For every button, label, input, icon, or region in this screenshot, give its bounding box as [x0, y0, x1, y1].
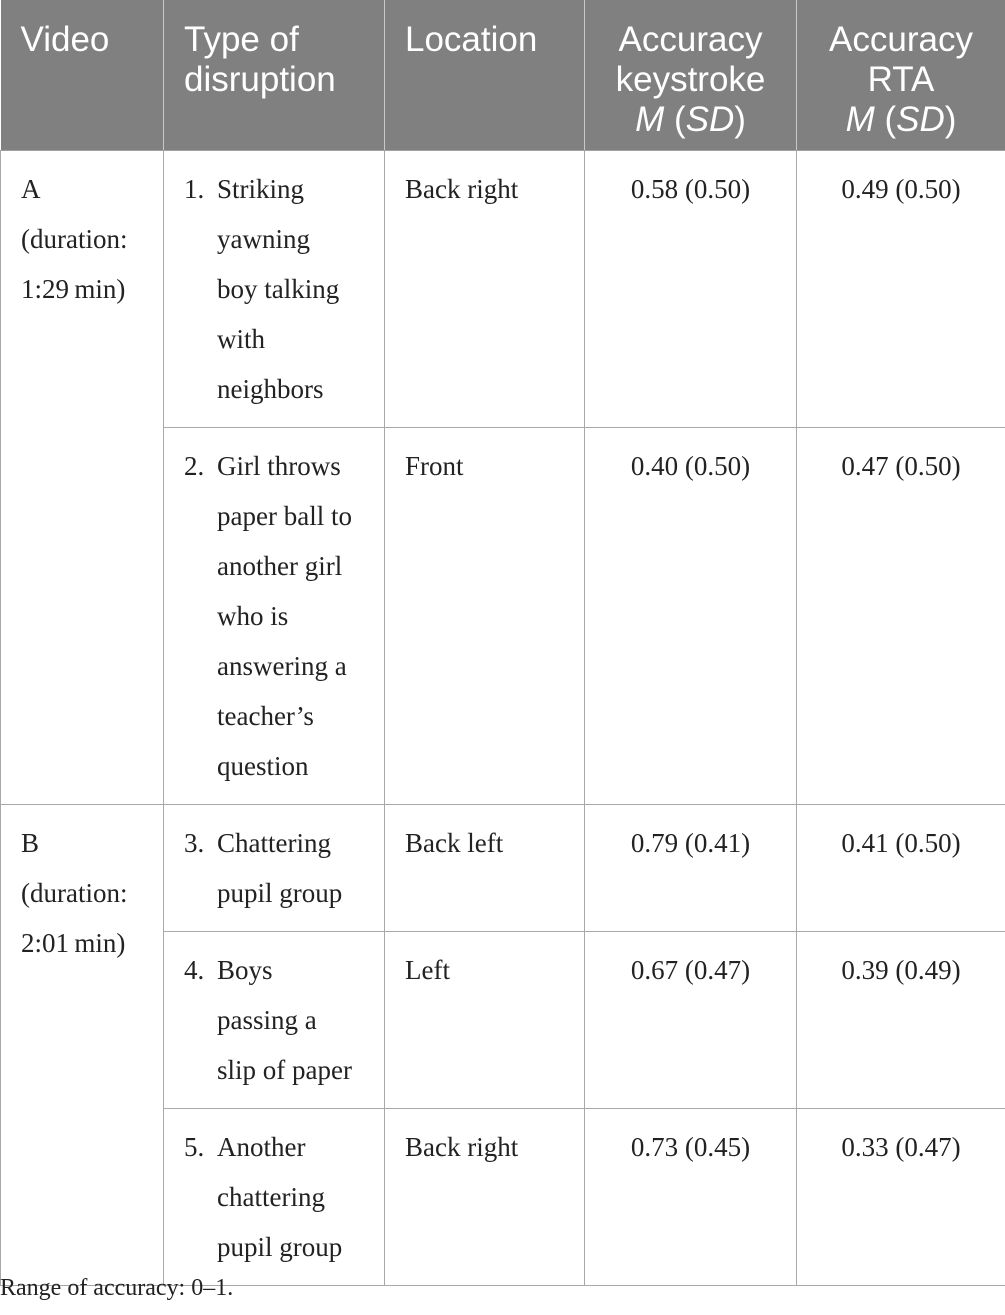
header-row: [1, 0, 1005, 151]
header-accuracy-rta: Accuracy RTA M (SD): [797, 0, 1005, 151]
header-video: Video: [1, 0, 164, 151]
location-cell: Back left: [385, 805, 585, 932]
accuracy-rta-cell: 0.33 (0.47): [797, 1109, 1005, 1286]
location-cell: Back right: [385, 151, 585, 428]
disruption-cell: 1. Striking yawning boy talking with neighbors: [164, 151, 385, 428]
disruption-cell: 2. Girl throws paper ball to another girl who is answering a teacher’s question: [164, 428, 385, 805]
accuracy-rta-cell: 0.49 (0.50): [797, 151, 1005, 428]
accuracy-keystroke-cell: 0.40 (0.50): [585, 428, 797, 805]
accuracy-keystroke-cell: 0.58 (0.50): [585, 151, 797, 428]
accuracy-keystroke-cell: 0.67 (0.47): [585, 932, 797, 1109]
accuracy-rta-cell: 0.47 (0.50): [797, 428, 1005, 805]
disruption-cell: 5. Another chattering pupil group: [164, 1109, 385, 1286]
table-row: [1, 805, 1005, 932]
video-cell: A (duration: 1:29 min): [1, 151, 164, 805]
location-cell: Front: [385, 428, 585, 805]
accuracy-keystroke-cell: 0.73 (0.45): [585, 1109, 797, 1286]
accuracy-rta-cell: 0.39 (0.49): [797, 932, 1005, 1109]
video-cell: B (duration: 2:01 min): [1, 805, 164, 1286]
table-row: [1, 151, 1005, 428]
accuracy-rta-cell: 0.41 (0.50): [797, 805, 1005, 932]
disruption-cell: 4. Boys passing a slip of paper: [164, 932, 385, 1109]
header-type-of-disruption: Type of disruption: [164, 0, 385, 151]
location-cell: Left: [385, 932, 585, 1109]
table-footnote: Range of accuracy: 0–1.: [0, 1275, 234, 1301]
accuracy-keystroke-cell: 0.79 (0.41): [585, 805, 797, 932]
disruption-cell: 3. Chattering pupil group: [164, 805, 385, 932]
header-location: Location: [385, 0, 585, 151]
location-cell: Back right: [385, 1109, 585, 1286]
header-accuracy-keystroke: Accuracy keystroke M (SD): [585, 0, 797, 151]
